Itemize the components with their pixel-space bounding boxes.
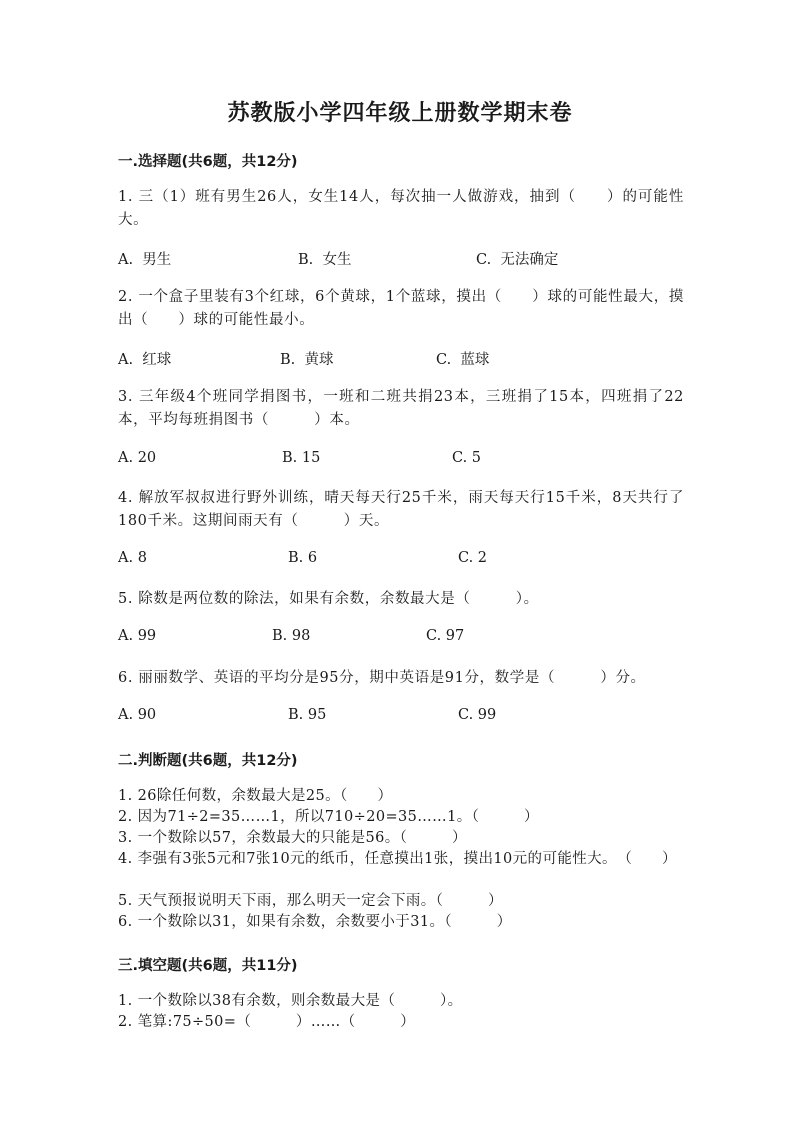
list-item: 2. 笔算:75÷50=（ ）……（ ）: [118, 1014, 416, 1030]
option-c: C. 2: [458, 550, 488, 566]
list-item: 5. 天气预报说明天下雨，那么明天一定会下雨。（ ）: [118, 893, 503, 909]
option-b: B. 98: [272, 628, 311, 644]
question-text: 3. 三年级4个班同学捐图书，一班和二班共捐23本，三班捐了15本，四班捐了22本，平均每班捐图书（ ）本。: [118, 389, 684, 428]
option-row: [118, 348, 684, 370]
option-b: B. 黄球: [280, 352, 334, 368]
option-c: C. 蓝球: [436, 352, 490, 368]
option-a: A. 红球: [118, 352, 172, 368]
option-a: A. 99: [118, 628, 157, 644]
option-a: A. 20: [118, 450, 157, 466]
option-a: A. 男生: [118, 252, 172, 268]
option-b: B. 女生: [298, 252, 352, 268]
option-c: C. 99: [458, 707, 497, 723]
option-c: C. 5: [452, 450, 482, 466]
page-title: 苏教版小学四年级上册数学期末卷: [227, 100, 573, 126]
option-row: [118, 550, 684, 572]
option-a: A. 90: [118, 707, 157, 723]
option-b: B. 95: [288, 707, 327, 723]
question-text: 2. 一个盒子里装有3个红球，6个黄球，1个蓝球，摸出（ ）球的可能性最大，摸出（ ）球的可能性最小。: [118, 289, 684, 328]
section-heading-choice: 一.选择题(共6题，共12分): [118, 154, 298, 170]
option-a: A. 8: [118, 550, 147, 566]
option-row: [118, 450, 684, 472]
option-b: B. 6: [288, 550, 318, 566]
list-item: 1. 一个数除以38有余数，则余数最大是（ ）。: [118, 993, 463, 1009]
list-item: 2. 因为71÷2=35……1，所以710÷20=35……1。（ ）: [118, 809, 539, 825]
list-item: 6. 一个数除以31，如果有余数，余数要小于31。（ ）: [118, 914, 512, 930]
list-item: 1. 26除任何数，余数最大是25。（ ）: [118, 788, 393, 804]
question-text: 5. 除数是两位数的除法，如果有余数，余数最大是（ ）。: [118, 591, 539, 607]
option-c: C. 无法确定: [476, 252, 559, 268]
option-row: [118, 628, 684, 650]
option-row: [118, 707, 684, 729]
question-text: 1. 三（1）班有男生26人，女生14人，每次抽一人做游戏，抽到（ ）的可能性大。: [118, 189, 684, 228]
section-heading-fill-blank: 三.填空题(共6题，共11分): [118, 958, 298, 974]
option-b: B. 15: [282, 450, 321, 466]
list-item: 3. 一个数除以57，余数最大的只能是56。（ ）: [118, 830, 467, 846]
section-heading-judgement: 二.判断题(共6题，共12分): [118, 753, 298, 769]
question-text: 4. 解放军叔叔进行野外训练，晴天每天行25千米，雨天每天行15千米，8天共行了180千米。这期间雨天有（ ）天。: [118, 490, 684, 529]
option-c: C. 97: [426, 628, 465, 644]
option-row: [118, 248, 684, 270]
list-item: 4. 李强有3张5元和7张10元的纸币，任意摸出1张，摸出10元的可能性大。 （ ）: [118, 851, 677, 867]
question-text: 6. 丽丽数学、英语的平均分是95分，期中英语是91分，数学是（ ）分。: [118, 670, 646, 686]
